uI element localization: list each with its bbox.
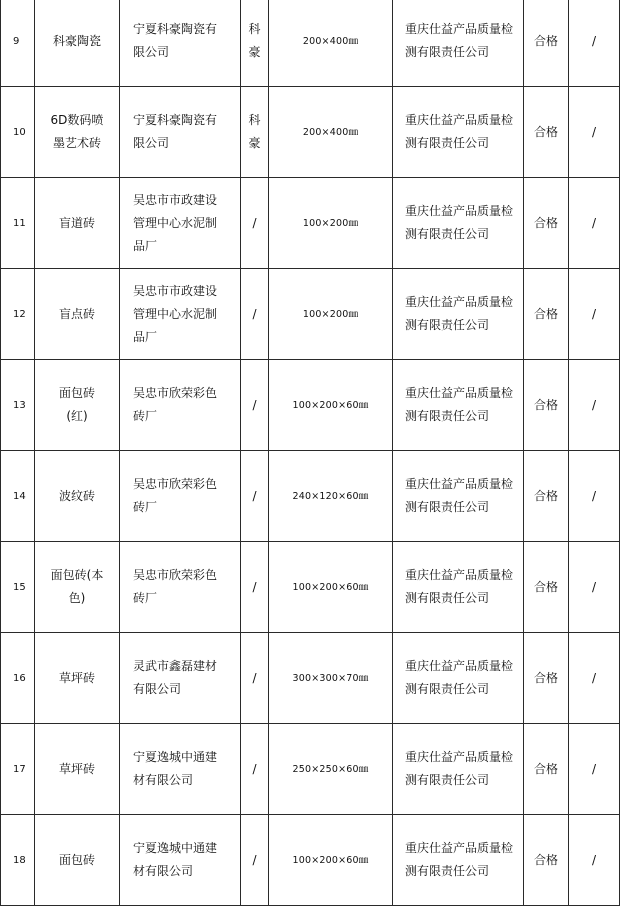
product-name-cell: 科豪陶瓷 (35, 0, 120, 87)
specification-cell: 100×200×60㎜ (269, 360, 393, 451)
testing-agency-cell: 重庆仕益产品质量检测有限责任公司 (393, 0, 524, 87)
product-name-cell: 盲点砖 (35, 269, 120, 360)
table-row (1, 269, 620, 360)
manufacturer-cell: 吴忠市欣荣彩色砖厂 (120, 451, 241, 542)
specification-cell: 100×200×60㎜ (269, 815, 393, 906)
table-row (1, 360, 620, 451)
row-number-cell: 9 (1, 0, 35, 87)
product-name-cell: 6D数码喷墨艺术砖 (35, 87, 120, 178)
inspection-result-cell: 合格 (524, 724, 569, 815)
remarks-cell: / (569, 0, 620, 87)
remarks-cell: / (569, 87, 620, 178)
manufacturer-cell: 宁夏逸城中通建材有限公司 (120, 724, 241, 815)
product-name-cell: 面包砖 (35, 815, 120, 906)
testing-agency-cell: 重庆仕益产品质量检测有限责任公司 (393, 815, 524, 906)
inspection-result-cell: 合格 (524, 815, 569, 906)
manufacturer-cell: 吴忠市欣荣彩色砖厂 (120, 360, 241, 451)
table-row (1, 178, 620, 269)
row-number-cell: 11 (1, 178, 35, 269)
testing-agency-cell: 重庆仕益产品质量检测有限责任公司 (393, 633, 524, 724)
brand-cell: / (241, 633, 269, 724)
inspection-result-cell: 合格 (524, 633, 569, 724)
table-row (1, 0, 620, 87)
table-row (1, 724, 620, 815)
manufacturer-cell: 宁夏科豪陶瓷有限公司 (120, 87, 241, 178)
row-number-cell: 12 (1, 269, 35, 360)
specification-cell: 100×200㎜ (269, 269, 393, 360)
brand-cell: / (241, 542, 269, 633)
remarks-cell: / (569, 633, 620, 724)
inspection-result-cell: 合格 (524, 178, 569, 269)
testing-agency-cell: 重庆仕益产品质量检测有限责任公司 (393, 451, 524, 542)
row-number-cell: 10 (1, 87, 35, 178)
brand-cell: / (241, 451, 269, 542)
manufacturer-cell: 灵武市鑫磊建材有限公司 (120, 633, 241, 724)
manufacturer-cell: 吴忠市欣荣彩色砖厂 (120, 542, 241, 633)
specification-cell: 200×400㎜ (269, 0, 393, 87)
row-number-cell: 16 (1, 633, 35, 724)
table-row (1, 633, 620, 724)
inspection-result-cell: 合格 (524, 0, 569, 87)
specification-cell: 300×300×70㎜ (269, 633, 393, 724)
specification-cell: 240×120×60㎜ (269, 451, 393, 542)
testing-agency-cell: 重庆仕益产品质量检测有限责任公司 (393, 542, 524, 633)
remarks-cell: / (569, 451, 620, 542)
inspection-result-cell: 合格 (524, 360, 569, 451)
row-number-cell: 13 (1, 360, 35, 451)
row-number-cell: 14 (1, 451, 35, 542)
brand-cell: 科豪 (241, 87, 269, 178)
inspection-result-cell: 合格 (524, 542, 569, 633)
specification-cell: 100×200㎜ (269, 178, 393, 269)
row-number-cell: 18 (1, 815, 35, 906)
table-row (1, 815, 620, 906)
product-name-cell: 面包砖(本色) (35, 542, 120, 633)
table-row (1, 451, 620, 542)
specification-cell: 250×250×60㎜ (269, 724, 393, 815)
manufacturer-cell: 宁夏逸城中通建材有限公司 (120, 815, 241, 906)
product-name-cell: 草坪砖 (35, 724, 120, 815)
remarks-cell: / (569, 178, 620, 269)
testing-agency-cell: 重庆仕益产品质量检测有限责任公司 (393, 178, 524, 269)
remarks-cell: / (569, 269, 620, 360)
brand-cell: / (241, 178, 269, 269)
remarks-cell: / (569, 815, 620, 906)
product-name-cell: 面包砖(红) (35, 360, 120, 451)
table-row (1, 87, 620, 178)
inspection-result-cell: 合格 (524, 451, 569, 542)
brand-cell: / (241, 815, 269, 906)
row-number-cell: 15 (1, 542, 35, 633)
product-name-cell: 波纹砖 (35, 451, 120, 542)
remarks-cell: / (569, 724, 620, 815)
remarks-cell: / (569, 542, 620, 633)
brand-cell: / (241, 269, 269, 360)
row-number-cell: 17 (1, 724, 35, 815)
brand-cell: 科豪 (241, 0, 269, 87)
remarks-cell: / (569, 360, 620, 451)
specification-cell: 200×400㎜ (269, 87, 393, 178)
inspection-result-cell: 合格 (524, 269, 569, 360)
specification-cell: 100×200×60㎜ (269, 542, 393, 633)
product-name-cell: 草坪砖 (35, 633, 120, 724)
testing-agency-cell: 重庆仕益产品质量检测有限责任公司 (393, 269, 524, 360)
brand-cell: / (241, 360, 269, 451)
testing-agency-cell: 重庆仕益产品质量检测有限责任公司 (393, 724, 524, 815)
brand-cell: / (241, 724, 269, 815)
manufacturer-cell: 吴忠市市政建设管理中心水泥制品厂 (120, 178, 241, 269)
product-name-cell: 盲道砖 (35, 178, 120, 269)
manufacturer-cell: 宁夏科豪陶瓷有限公司 (120, 0, 241, 87)
testing-agency-cell: 重庆仕益产品质量检测有限责任公司 (393, 87, 524, 178)
table-body (1, 0, 620, 906)
table-row (1, 542, 620, 633)
inspection-result-cell: 合格 (524, 87, 569, 178)
manufacturer-cell: 吴忠市市政建设管理中心水泥制品厂 (120, 269, 241, 360)
testing-agency-cell: 重庆仕益产品质量检测有限责任公司 (393, 360, 524, 451)
